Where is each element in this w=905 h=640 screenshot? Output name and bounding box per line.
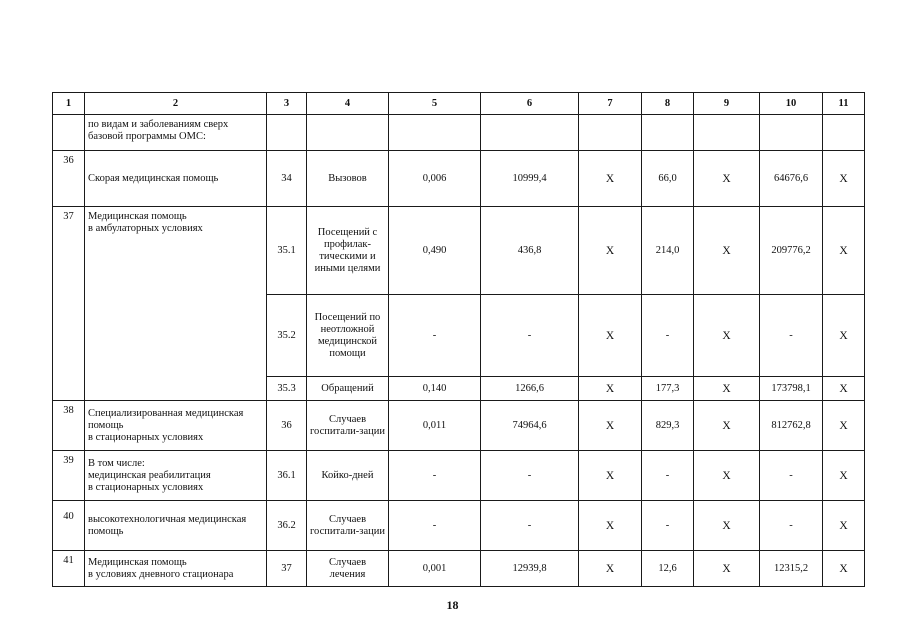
row-name: Скорая медицинская помощь [85,151,267,207]
column-header: 9 [694,93,760,115]
row-unit: Обращений [307,377,389,401]
cell-value: - [389,295,481,377]
cell-value: 64676,6 [760,151,823,207]
cell-value: X [579,501,642,551]
row-name: Медицинская помощь в амбулаторных условиях [85,207,267,401]
row-number: 39 [53,451,85,501]
cell-value: X [579,451,642,501]
row-number: 37 [53,207,85,401]
cell-value: 209776,2 [760,207,823,295]
row-number: 40 [53,501,85,551]
cell-value: X [579,207,642,295]
column-header: 3 [267,93,307,115]
column-header: 10 [760,93,823,115]
cell-value: X [823,377,865,401]
column-header: 7 [579,93,642,115]
cell-value: 0,006 [389,151,481,207]
cell-value: - [481,501,579,551]
row-unit: Посещений по неотложной медицинской помощи [307,295,389,377]
column-header: 8 [642,93,694,115]
row-code: 35.3 [267,377,307,401]
cell-value: - [760,295,823,377]
table-row [53,401,865,451]
column-header: 4 [307,93,389,115]
cell-value: X [694,451,760,501]
row-code: 36.1 [267,451,307,501]
cell-value: X [694,151,760,207]
table-row [53,501,865,551]
table-row [53,207,865,295]
cell-value: X [579,401,642,451]
cell-value: 66,0 [642,151,694,207]
row-code: 35.2 [267,295,307,377]
row-unit: Случаев госпитали-зации [307,401,389,451]
cell-value: 74964,6 [481,401,579,451]
page-number: 18 [446,598,459,612]
row-code: 37 [267,551,307,587]
cell-value: 1266,6 [481,377,579,401]
table-row [53,451,865,501]
row-number: 38 [53,401,85,451]
cell-value: 0,001 [389,551,481,587]
cell-value: X [823,207,865,295]
cell-value: - [642,451,694,501]
row-name: В том числе: медицинская реабилитация в стационарных условиях [85,451,267,501]
cell-value: X [694,501,760,551]
cell-value: 436,8 [481,207,579,295]
row-unit: Случаев лечения [307,551,389,587]
row-name: высокотехнологичная медицинская помощь [85,501,267,551]
cell-value: X [823,151,865,207]
cell-value: 812762,8 [760,401,823,451]
header-row [53,93,865,115]
cell-value: 0,011 [389,401,481,451]
cell-value: X [823,551,865,587]
cell-value: - [389,501,481,551]
cell-value: 0,140 [389,377,481,401]
column-header: 2 [85,93,267,115]
cell-value: X [694,551,760,587]
row-unit: Койко-дней [307,451,389,501]
cell-value: X [694,401,760,451]
cell-value: X [694,377,760,401]
cell-value: X [694,207,760,295]
cell-value: 12,6 [642,551,694,587]
row-number: 36 [53,151,85,207]
row-number: 41 [53,551,85,587]
row-unit: Вызовов [307,151,389,207]
data-table [52,92,865,587]
cell-value: X [579,377,642,401]
cell-value: X [579,295,642,377]
cell-value: X [579,151,642,207]
table-row [53,115,865,151]
row-code: 36.2 [267,501,307,551]
cell-value: X [823,401,865,451]
cell-value: - [481,451,579,501]
row-code: 36 [267,401,307,451]
row-code: 34 [267,151,307,207]
cell-value: - [760,451,823,501]
cell-value: X [579,551,642,587]
column-header: 11 [823,93,865,115]
table-row [53,551,865,587]
cell-value: 10999,4 [481,151,579,207]
cell-value: - [642,295,694,377]
cell-value: 12939,8 [481,551,579,587]
cell-value: 12315,2 [760,551,823,587]
column-header: 6 [481,93,579,115]
cell-value: X [823,501,865,551]
row-code: 35.1 [267,207,307,295]
row-name: Медицинская помощь в условиях дневного стационара [85,551,267,587]
cell-value: 177,3 [642,377,694,401]
cell-value: - [760,501,823,551]
cell-value: 0,490 [389,207,481,295]
row-name: Специализированная медицинская помощь в стационарных условиях [85,401,267,451]
cell-value: X [823,295,865,377]
table-row [53,151,865,207]
column-header: 5 [389,93,481,115]
column-header: 1 [53,93,85,115]
cell-value: X [823,451,865,501]
cell-value: - [481,295,579,377]
cell-value: 173798,1 [760,377,823,401]
cell-value: 214,0 [642,207,694,295]
cell-value: 829,3 [642,401,694,451]
cell-value: - [642,501,694,551]
continuation-text: по видам и заболеваниям сверх базовой программы ОМС: [85,115,267,151]
cell-value: X [694,295,760,377]
row-unit: Посещений с профилак-тическими и иными целями [307,207,389,295]
cell-value: - [389,451,481,501]
row-unit: Случаев госпитали-зации [307,501,389,551]
